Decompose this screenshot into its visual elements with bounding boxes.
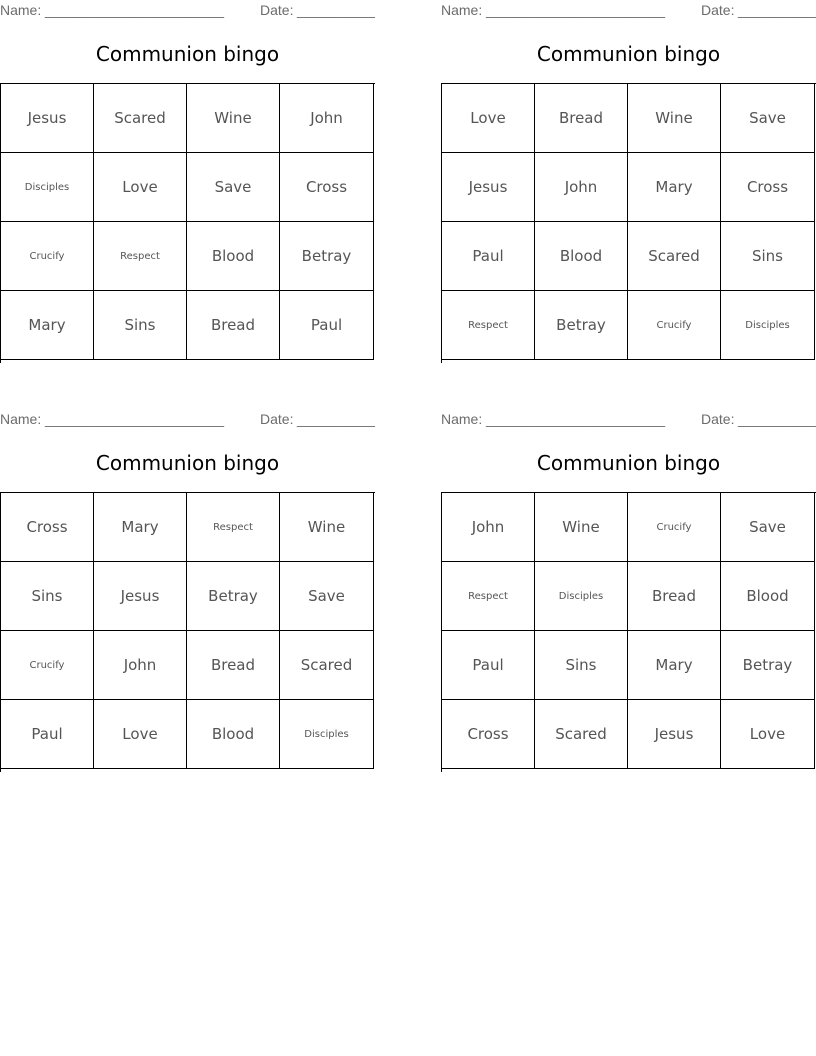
- bingo-cell[interactable]: Paul: [1, 700, 94, 769]
- name-date-row: [0, 411, 375, 429]
- bingo-cell[interactable]: Love: [94, 700, 187, 769]
- name-field[interactable]: _______________________: [486, 2, 666, 18]
- bingo-grid: [441, 83, 816, 363]
- bingo-card: [0, 409, 375, 809]
- date-label: Date:: [260, 411, 294, 427]
- name-label: Name:: [441, 2, 483, 18]
- bingo-cell[interactable]: Crucify: [628, 493, 721, 562]
- card-title: Communion bingo: [95, 451, 280, 475]
- bingo-cell[interactable]: John: [442, 493, 535, 562]
- bingo-cell[interactable]: Respect: [187, 493, 280, 562]
- bingo-cell[interactable]: Scared: [628, 222, 721, 291]
- bingo-cell[interactable]: Love: [442, 84, 535, 153]
- name-field[interactable]: _______________________: [486, 411, 666, 427]
- bingo-cell[interactable]: John: [280, 84, 374, 153]
- bingo-cell[interactable]: Paul: [442, 222, 535, 291]
- card-title: Communion bingo: [536, 42, 721, 66]
- name-date-row: [441, 2, 816, 20]
- name-date-row: [441, 411, 816, 429]
- date-field[interactable]: __________: [297, 411, 375, 427]
- bingo-card: [0, 0, 375, 400]
- bingo-cell[interactable]: Blood: [721, 562, 815, 631]
- name-field[interactable]: _______________________: [45, 2, 225, 18]
- bingo-cell[interactable]: Cross: [280, 153, 374, 222]
- date-field[interactable]: __________: [738, 411, 816, 427]
- bingo-cell[interactable]: Bread: [187, 631, 280, 700]
- bingo-grid: [0, 492, 375, 772]
- bingo-cell[interactable]: Wine: [628, 84, 721, 153]
- bingo-cell[interactable]: Disciples: [721, 291, 815, 360]
- date-label: Date:: [701, 2, 735, 18]
- bingo-cell[interactable]: Disciples: [280, 700, 374, 769]
- bingo-cell[interactable]: Cross: [721, 153, 815, 222]
- bingo-cell[interactable]: Sins: [721, 222, 815, 291]
- bingo-cell[interactable]: Save: [721, 493, 815, 562]
- bingo-cell[interactable]: Bread: [628, 562, 721, 631]
- date-field[interactable]: __________: [738, 2, 816, 18]
- bingo-cell[interactable]: Wine: [535, 493, 628, 562]
- bingo-cell[interactable]: Cross: [442, 700, 535, 769]
- bingo-card: [441, 0, 816, 400]
- bingo-cell[interactable]: Paul: [442, 631, 535, 700]
- name-label: Name:: [0, 2, 42, 18]
- name-label: Name:: [0, 411, 42, 427]
- name-label: Name:: [441, 411, 483, 427]
- bingo-card: [441, 409, 816, 809]
- bingo-cell[interactable]: Love: [721, 700, 815, 769]
- bingo-cell[interactable]: Blood: [187, 222, 280, 291]
- bingo-cell[interactable]: Sins: [535, 631, 628, 700]
- bingo-cell[interactable]: Bread: [535, 84, 628, 153]
- bingo-cell[interactable]: Mary: [628, 153, 721, 222]
- card-title: Communion bingo: [95, 42, 280, 66]
- bingo-cell[interactable]: Jesus: [442, 153, 535, 222]
- bingo-cell[interactable]: Blood: [187, 700, 280, 769]
- bingo-cell[interactable]: Crucify: [628, 291, 721, 360]
- bingo-cell[interactable]: Crucify: [1, 631, 94, 700]
- bingo-cell[interactable]: Jesus: [94, 562, 187, 631]
- bingo-cell[interactable]: Jesus: [1, 84, 94, 153]
- bingo-cell[interactable]: John: [535, 153, 628, 222]
- bingo-grid: [441, 492, 816, 772]
- bingo-cell[interactable]: Jesus: [628, 700, 721, 769]
- name-date-row: [0, 2, 375, 20]
- bingo-grid: [0, 83, 375, 363]
- bingo-cell[interactable]: Betray: [280, 222, 374, 291]
- bingo-cell[interactable]: Save: [721, 84, 815, 153]
- bingo-cell[interactable]: Cross: [1, 493, 94, 562]
- card-title: Communion bingo: [536, 451, 721, 475]
- bingo-cell[interactable]: Mary: [94, 493, 187, 562]
- bingo-cell[interactable]: Betray: [721, 631, 815, 700]
- bingo-cell[interactable]: Wine: [187, 84, 280, 153]
- bingo-cell[interactable]: Crucify: [1, 222, 94, 291]
- bingo-cell[interactable]: Scared: [535, 700, 628, 769]
- bingo-cell[interactable]: Mary: [1, 291, 94, 360]
- bingo-cell[interactable]: John: [94, 631, 187, 700]
- bingo-cell[interactable]: Disciples: [535, 562, 628, 631]
- name-field[interactable]: _______________________: [45, 411, 225, 427]
- bingo-cell[interactable]: Wine: [280, 493, 374, 562]
- bingo-cell[interactable]: Respect: [94, 222, 187, 291]
- bingo-cell[interactable]: Mary: [628, 631, 721, 700]
- date-label: Date:: [701, 411, 735, 427]
- bingo-cell[interactable]: Scared: [94, 84, 187, 153]
- bingo-cell[interactable]: Betray: [535, 291, 628, 360]
- bingo-cell[interactable]: Disciples: [1, 153, 94, 222]
- bingo-cell[interactable]: Paul: [280, 291, 374, 360]
- bingo-cell[interactable]: Sins: [1, 562, 94, 631]
- bingo-cell[interactable]: Bread: [187, 291, 280, 360]
- bingo-cell[interactable]: Love: [94, 153, 187, 222]
- bingo-cell[interactable]: Respect: [442, 562, 535, 631]
- bingo-cell[interactable]: Betray: [187, 562, 280, 631]
- bingo-cell[interactable]: Sins: [94, 291, 187, 360]
- bingo-cell[interactable]: Scared: [280, 631, 374, 700]
- date-label: Date:: [260, 2, 294, 18]
- bingo-cell[interactable]: Blood: [535, 222, 628, 291]
- bingo-cell[interactable]: Save: [187, 153, 280, 222]
- date-field[interactable]: __________: [297, 2, 375, 18]
- bingo-cell[interactable]: Respect: [442, 291, 535, 360]
- bingo-cell[interactable]: Save: [280, 562, 374, 631]
